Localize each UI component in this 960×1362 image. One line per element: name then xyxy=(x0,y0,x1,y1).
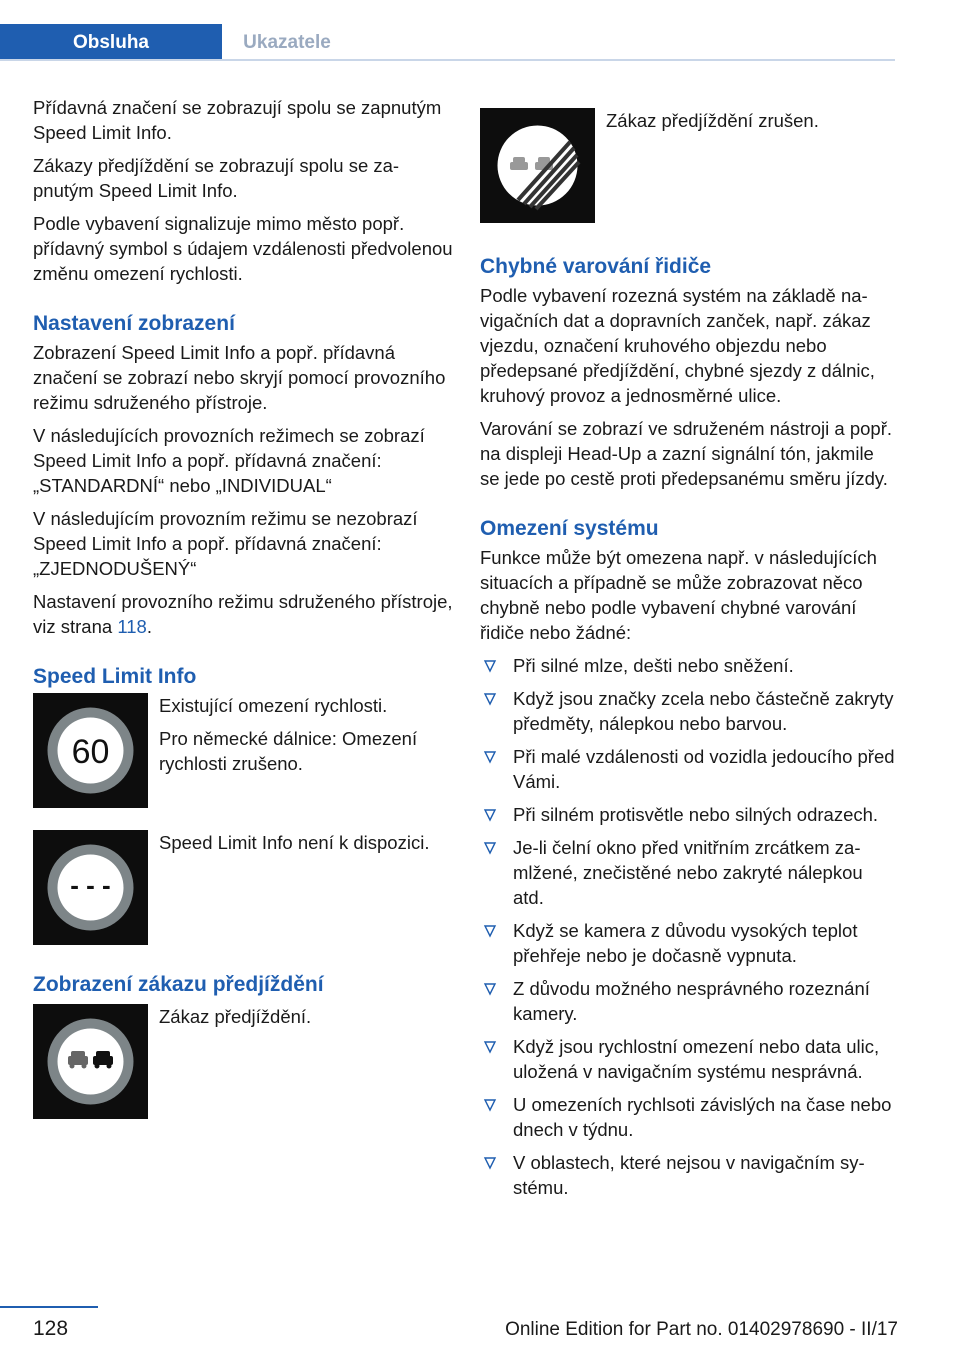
tab-obsluha[interactable]: Obsluha xyxy=(0,24,222,61)
paragraph: Zobrazení Speed Limit Info a popř. přídavná značení se zobrazí nebo skryjí pomocí provozního režimu sdruženého přístroje. xyxy=(33,342,446,413)
no-overtaking-sign-icon xyxy=(33,1004,148,1119)
bullet-triangle-icon xyxy=(483,692,497,706)
list-item xyxy=(480,835,898,910)
bullet-triangle-icon xyxy=(483,1156,497,1170)
section-heading-limits: Omezení systému xyxy=(480,517,659,540)
paragraph: V následujícím provozním režimu se nezobrazí Speed Limit Info a popř. přídavná značení: „ZJEDNODUŠENÝ“ xyxy=(33,508,418,579)
paragraph-text: Nastavení provozního režimu sdruženého přístroje, viz strana xyxy=(33,591,453,637)
list-item xyxy=(480,1150,898,1200)
footer-accent-line xyxy=(0,1306,98,1308)
list-item xyxy=(480,1034,898,1084)
sign-dashes: - - - xyxy=(70,870,111,900)
list-item xyxy=(480,653,898,678)
paragraph: Zákaz předjíždění zrušen. xyxy=(606,110,819,131)
bullet-triangle-icon xyxy=(483,808,497,822)
sign-row-speed-limit xyxy=(33,693,453,808)
speed-limit-60-sign-icon xyxy=(33,693,148,808)
bullet-triangle-icon xyxy=(483,659,497,673)
section-heading-settings: Nastavení zobrazení xyxy=(33,312,235,335)
overtaking-ended-sign-icon xyxy=(480,108,595,223)
list-item xyxy=(480,802,898,827)
list-item xyxy=(480,976,898,1026)
bullet-triangle-icon xyxy=(483,924,497,938)
list-item xyxy=(480,744,898,794)
bullet-triangle-icon xyxy=(483,841,497,855)
list-item-text: Při silném protisvětle nebo silných odrazech. xyxy=(513,804,879,825)
sign-row-unavailable xyxy=(33,830,453,945)
paragraph: Existující omezení rychlosti. xyxy=(159,695,388,716)
sign-description xyxy=(606,108,898,141)
speed-limit-unavailable-sign-icon xyxy=(33,830,148,945)
section-heading-wrong-way: Chybné varování řidiče xyxy=(480,255,712,278)
bullet-triangle-icon xyxy=(483,750,497,764)
bullet-triangle-icon xyxy=(483,1098,497,1112)
paragraph-end: . xyxy=(146,616,152,637)
paragraph: Speed Limit Info není k dispozici. xyxy=(159,832,430,853)
list-item-text: Když jsou značky zcela nebo částečně zakryty předměty, nálepkou nebo barvou. xyxy=(513,688,894,734)
paragraph: V následujících provozních režimech se zobrazí Speed Limit Info a popř. přídavná značení: „STANDARDNÍ“ nebo „INDIVIDUAL“ xyxy=(33,425,425,496)
paragraph: Funkce může být omezena např. v následujících situacích a případně se může zobrazovat něco chybně nebo podle vybavení chybné varování řidiče nebo žádné: xyxy=(480,547,877,643)
header-tabbar xyxy=(0,24,895,61)
list-item-text: Při silné mlze, dešti nebo sněžení. xyxy=(513,655,794,676)
list-item xyxy=(480,686,898,736)
left-column xyxy=(33,95,453,1141)
limitations-list xyxy=(480,653,898,1200)
edition-info: Online Edition for Part no. 01402978690 - II/17 xyxy=(505,1319,898,1340)
page-reference-link[interactable]: 118 xyxy=(117,616,147,637)
page-number: 128 xyxy=(33,1317,69,1340)
sign-row-no-overtaking xyxy=(33,1004,453,1119)
paragraph: Zákaz předjíždění. xyxy=(159,1006,312,1027)
sign-description xyxy=(159,693,453,784)
list-item xyxy=(480,1092,898,1142)
sign-row-overtaking-ended xyxy=(480,108,898,223)
header-divider xyxy=(0,59,895,61)
paragraph: Přídavná značení se zobrazují spolu se zapnutým Speed Limit Info. xyxy=(33,97,442,143)
paragraph xyxy=(33,589,453,639)
tab-ukazatele[interactable]: Ukazatele xyxy=(243,32,331,53)
list-item-text: Při malé vzdálenosti od vozidla jedoucího před Vámi. xyxy=(513,746,895,792)
paragraph: Podle vybavení rozezná systém na základě navigačních dat a dopravních zanček, např. zákaz vjezdu, označení kruhového objezdu nebo předepsané předjíždění, chybné sjezdy z dálnic, kruhový provoz a jednosměrné ulice. xyxy=(480,285,875,406)
bullet-triangle-icon xyxy=(483,1040,497,1054)
section-heading-speed-limit: Speed Limit Info xyxy=(33,665,197,688)
section-heading-overtaking: Zobrazení zákazu předjíždění xyxy=(33,973,324,996)
list-item-text: Když jsou rychlostní omezení nebo data ulic, uložená v navigačním systému nesprávná. xyxy=(513,1036,880,1082)
bullet-triangle-icon xyxy=(483,982,497,996)
sign-description xyxy=(159,830,453,863)
list-item-text: V oblastech, které nejsou v navigačním systému. xyxy=(513,1152,865,1198)
list-item-text: Je-li čelní okno před vnitřním zrcátkem zamlžené, znečistěné nebo zakryté nálepkou atd. xyxy=(513,837,863,908)
list-item-text: U omezeních rychlsoti závislých na čase nebo dnech v týdnu. xyxy=(513,1094,892,1140)
list-item xyxy=(480,918,898,968)
paragraph: Podle vybavení signalizuje mimo město popř. přídavný symbol s údajem vzdálenosti předvolenou změnu omezení rychlosti. xyxy=(33,213,453,284)
paragraph: Varování se zobrazí ve sdruženém nástroji a popř. na displeji Head-Up a zazní signální tón, jakmile se jede po cestě proti předepsanému směru jízdy. xyxy=(480,418,893,489)
paragraph: Zákazy předjíždění se zobrazují spolu se zapnutým Speed Limit Info. xyxy=(33,155,400,201)
sign-speed-number: 60 xyxy=(71,733,110,771)
sign-description xyxy=(159,1004,453,1037)
list-item-text: Z důvodu možného nesprávného rozeznání kamery. xyxy=(513,978,870,1024)
list-item-text: Když se kamera z důvodu vysokých teplot přehřeje nebo je dočasně vypnuta. xyxy=(513,920,858,966)
right-column xyxy=(480,108,898,1208)
paragraph: Pro německé dálnice: Omezení rychlosti zrušeno. xyxy=(159,728,418,774)
